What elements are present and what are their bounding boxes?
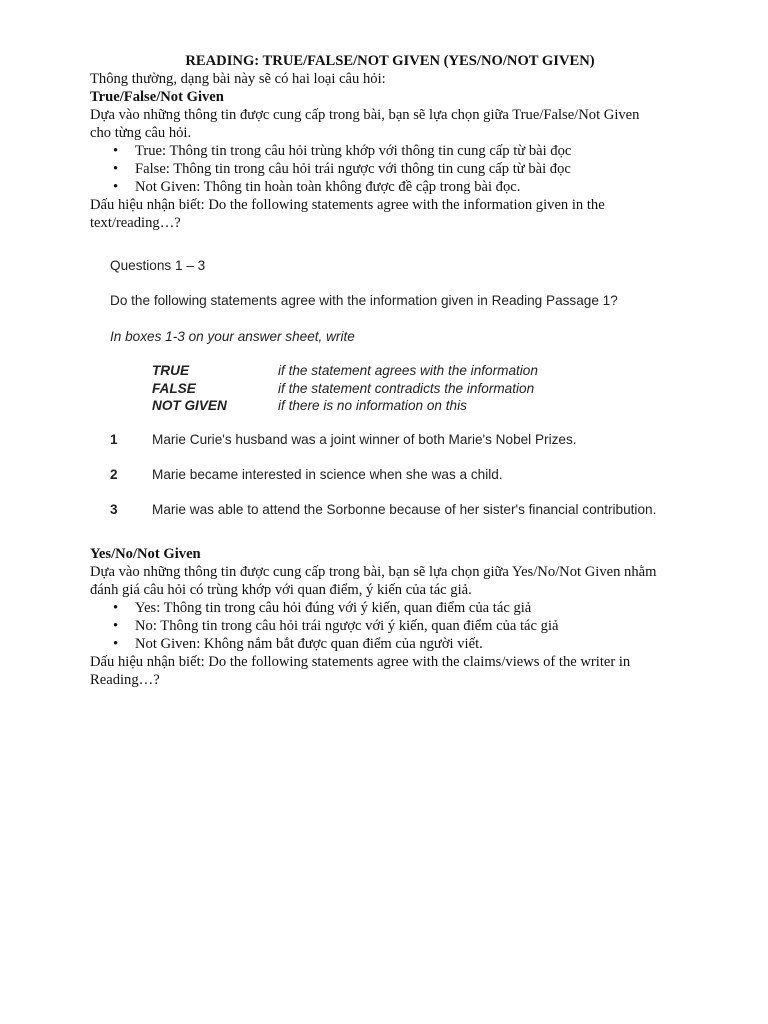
section2-sign-line2: Reading…? <box>90 672 160 688</box>
question-number: 3 <box>110 502 118 517</box>
answer-key-term: FALSE <box>152 381 196 396</box>
questions-instruction: In boxes 1-3 on your answer sheet, write <box>110 329 355 344</box>
answer-key-term: NOT GIVEN <box>152 398 227 413</box>
bullet-icon: • <box>113 143 119 159</box>
answer-key-row <box>152 381 534 396</box>
bullet-icon: • <box>113 179 119 195</box>
question-text: Marie was able to attend the Sorbonne because of her sister's financial contribution. <box>152 502 657 517</box>
questions-prompt: Do the following statements agree with the information given in Reading Passage 1? <box>110 293 618 308</box>
section2-desc-line1: Dựa vào những thông tin được cung cấp trong bài, bạn sẽ lựa chọn giữa Yes/No/Not Given nhằm <box>90 564 657 580</box>
answer-key-term: TRUE <box>152 363 190 378</box>
list-item: • Yes: Thông tin trong câu hỏi đúng với ý kiến, quan điểm của tác giả <box>113 600 532 616</box>
question-number: 1 <box>110 432 118 447</box>
list-item: • Not Given: Không nắm bắt được quan điểm của người viết. <box>113 636 483 652</box>
answer-key-row <box>152 363 538 378</box>
list-item: • False: Thông tin trong câu hỏi trái ngược với thông tin cung cấp từ bài đọc <box>113 161 571 177</box>
list-item: • Not Given: Thông tin hoàn toàn không được đề cập trong bài đọc. <box>113 179 521 195</box>
list-item: • True: Thông tin trong câu hỏi trùng khớp với thông tin cung cấp từ bài đọc <box>113 143 572 159</box>
bullet-icon: • <box>113 600 119 616</box>
section1-sign-line1: Dấu hiệu nhận biết: Do the following statements agree with the information given in the <box>90 197 605 213</box>
answer-key-desc: if the statement contradicts the information <box>278 381 535 396</box>
question-number: 2 <box>110 467 118 482</box>
section1-sign-line2: text/reading…? <box>90 215 181 231</box>
bullet-icon: • <box>113 161 119 177</box>
page-title: READING: TRUE/FALSE/NOT GIVEN (YES/NO/NOT GIVEN) <box>185 53 595 69</box>
section1-heading: True/False/Not Given <box>90 89 224 105</box>
section1-bullet-list <box>90 142 690 196</box>
question-row <box>110 432 577 447</box>
section2-sign-line1: Dấu hiệu nhận biết: Do the following statements agree with the claims/views of the writer in <box>90 654 631 670</box>
section2-bullet-list <box>90 599 690 653</box>
section2 <box>90 545 690 689</box>
question-row <box>110 502 656 517</box>
section2-heading: Yes/No/Not Given <box>90 546 201 562</box>
answer-key-desc: if the statement agrees with the information <box>278 363 538 378</box>
question-text: Marie became interested in science when she was a child. <box>152 467 503 482</box>
section1-desc-line2: cho từng câu hỏi. <box>90 125 192 141</box>
question-text: Marie Curie's husband was a joint winner of both Marie's Nobel Prizes. <box>152 432 577 447</box>
question-row <box>110 467 503 482</box>
answer-key-desc: if there is no information on this <box>278 398 467 413</box>
intro-text: Thông thường, dạng bài này sẽ có hai loại câu hỏi: <box>90 71 386 87</box>
document-page <box>90 52 690 232</box>
bullet-icon: • <box>113 618 119 634</box>
answer-key-row <box>152 398 467 413</box>
list-item: • No: Thông tin trong câu hỏi trái ngược với ý kiến, quan điểm của tác giả <box>113 618 559 634</box>
bullet-icon: • <box>113 636 119 652</box>
questions-title: Questions 1 – 3 <box>110 258 206 273</box>
section2-desc-line2: đánh giá câu hỏi có trùng khớp với quan điểm, ý kiến của tác giả. <box>90 582 472 598</box>
section1-desc-line1: Dựa vào những thông tin được cung cấp trong bài, bạn sẽ lựa chọn giữa True/False/Not Given <box>90 107 640 123</box>
